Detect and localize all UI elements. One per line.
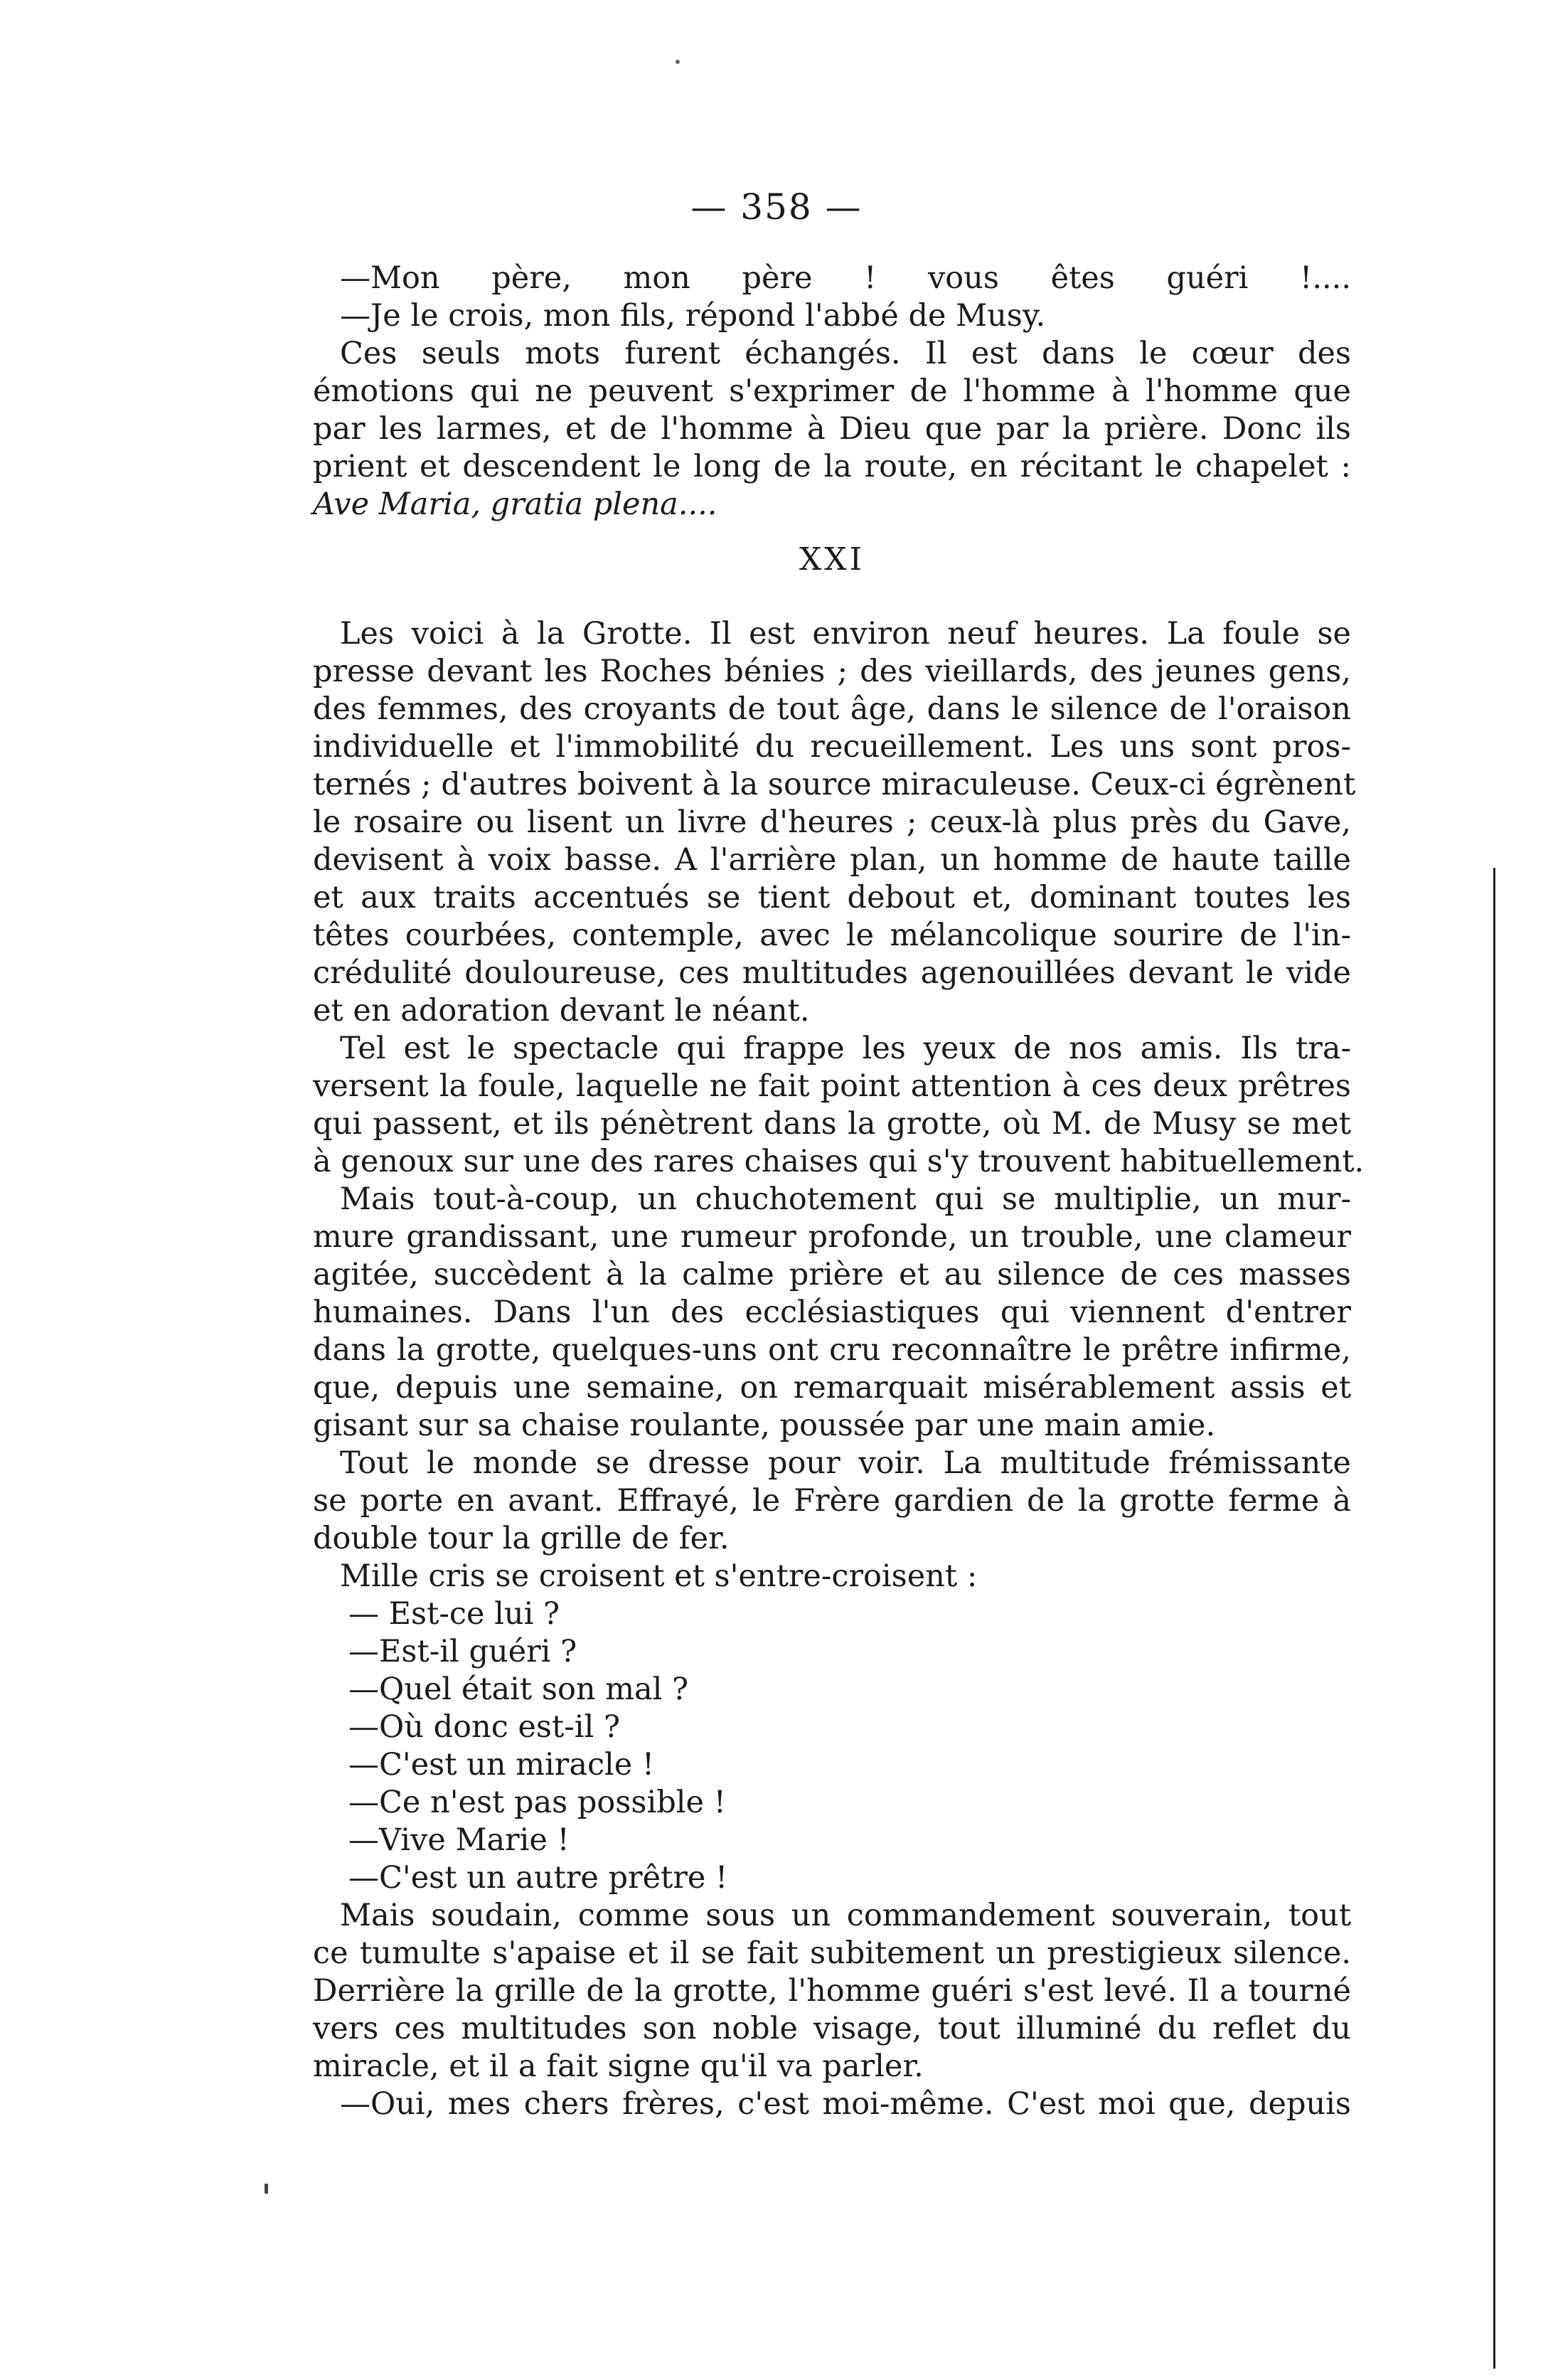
text-line: Tout le monde se dresse pour voir. La multitude frémissante (340, 1445, 1351, 1481)
text-line: Ave Maria, gratia plena.... (313, 487, 717, 522)
text-line: Mais soudain, comme sous un commandement souverain, tout (340, 1898, 1351, 1933)
text-line: et aux traits accentués se tient debout et, dominant toutes les (313, 880, 1351, 915)
text-line: se porte en avant. Effrayé, le Frère gardien de la grotte ferme à (313, 1483, 1351, 1519)
text-line: —Je le crois, mon fils, répond l'abbé de Musy. (340, 298, 1046, 334)
text-line: ce tumulte s'apaise et il se fait subitement un prestigieux silence. (313, 1935, 1351, 1971)
chapter-heading: XXI (799, 541, 865, 578)
text-line: agitée, succèdent à la calme prière et au silence de ces masses (313, 1257, 1351, 1292)
dialogue-line: —Vive Marie ! (348, 1822, 570, 1858)
text-line: double tour la grille de fer. (313, 1521, 730, 1556)
dialogue-line: —Est-il guéri ? (348, 1634, 577, 1669)
text-line: gisant sur sa chaise roulante, poussée par une main amie. (313, 1408, 1216, 1443)
text-line: Les voici à la Grotte. Il est environ neuf heures. La foule se (340, 616, 1351, 652)
dialogue-line: —Où donc est-il ? (348, 1709, 621, 1745)
scan-speck (676, 60, 680, 64)
page-edge-rule (1493, 868, 1495, 2369)
dialogue-line: —C'est un miracle ! (348, 1747, 655, 1783)
text-line: que, depuis une semaine, on remarquait misérablement assis et (313, 1370, 1351, 1406)
text-line: têtes courbées, contemple, avec le mélancolique sourire de l'in- (313, 918, 1351, 953)
text-line: Mille cris se croisent et s'entre-croisent : (340, 1558, 978, 1594)
text-line: mure grandissant, une rumeur profonde, un trouble, une clameur (313, 1219, 1351, 1255)
text-line: le rosaire ou lisent un livre d'heures ; ceux-là plus près du Gave, (313, 804, 1351, 840)
text-line: devisent à voix basse. A l'arrière plan, un homme de haute taille (313, 842, 1351, 878)
text-line: Mais tout-à-coup, un chuchotement qui se multiplie, un mur- (340, 1181, 1351, 1217)
text-line: émotions qui ne peuvent s'exprimer de l'homme à l'homme que (313, 373, 1351, 409)
text-line: presse devant les Roches bénies ; des vieillards, des jeunes gens, (313, 654, 1351, 689)
text-line: Derrière la grille de la grotte, l'homme guéri s'est levé. Il a tourné (313, 1973, 1351, 2009)
text-line: prient et descendent le long de la route, en récitant le chapelet : (313, 449, 1351, 484)
page-number: — 358 — (690, 186, 863, 228)
text-line: crédulité douloureuse, ces multitudes agenouillées devant le vide (313, 955, 1351, 991)
text-line: miracle, et il a fait signe qu'il va parler. (313, 2049, 924, 2084)
scan-speck (265, 2184, 268, 2194)
dialogue-line: —Ce n'est pas possible ! (348, 1785, 726, 1820)
text-line: versent la foule, laquelle ne fait point attention à ces deux prêtres (313, 1068, 1351, 1104)
text-line: par les larmes, et de l'homme à Dieu que par la prière. Donc ils (313, 411, 1351, 447)
dialogue-line: —Quel était son mal ? (348, 1672, 689, 1707)
text-line: dans la grotte, quelques-uns ont cru reconnaître le prêtre infirme, (313, 1332, 1351, 1368)
page-text (313, 260, 1365, 2123)
text-line: individuelle et l'immobilité du recueillement. Les uns sont pros- (313, 729, 1351, 765)
text-line: et en adoration devant le néant. (313, 993, 810, 1029)
text-line: —Mon père, mon père ! vous êtes guéri !.... (340, 260, 1351, 296)
text-line: vers ces multitudes son noble visage, tout illuminé du reflet du (313, 2011, 1351, 2046)
text-line: à genoux sur une des rares chaises qui s'y trouvent habituellement. (313, 1144, 1365, 1179)
dialogue-line: —C'est un autre prêtre ! (348, 1860, 728, 1896)
text-line: —Oui, mes chers frères, c'est moi-même. C'est moi que, depuis (340, 2086, 1351, 2122)
text-line: Ces seuls mots furent échangés. Il est dans le cœur des (340, 336, 1351, 371)
text-line: Tel est le spectacle qui frappe les yeux de nos amis. Ils tra- (340, 1031, 1351, 1066)
dialogue-line: — Est-ce lui ? (348, 1596, 560, 1632)
text-line: ternés ; d'autres boivent à la source miraculeuse. Ceux-ci égrènent (313, 767, 1356, 802)
text-line: qui passent, et ils pénètrent dans la grotte, où M. de Musy se met (313, 1106, 1351, 1142)
text-line: des femmes, des croyants de tout âge, dans le silence de l'oraison (313, 691, 1351, 727)
text-line: humaines. Dans l'un des ecclésiastiques qui viennent d'entrer (313, 1295, 1351, 1330)
